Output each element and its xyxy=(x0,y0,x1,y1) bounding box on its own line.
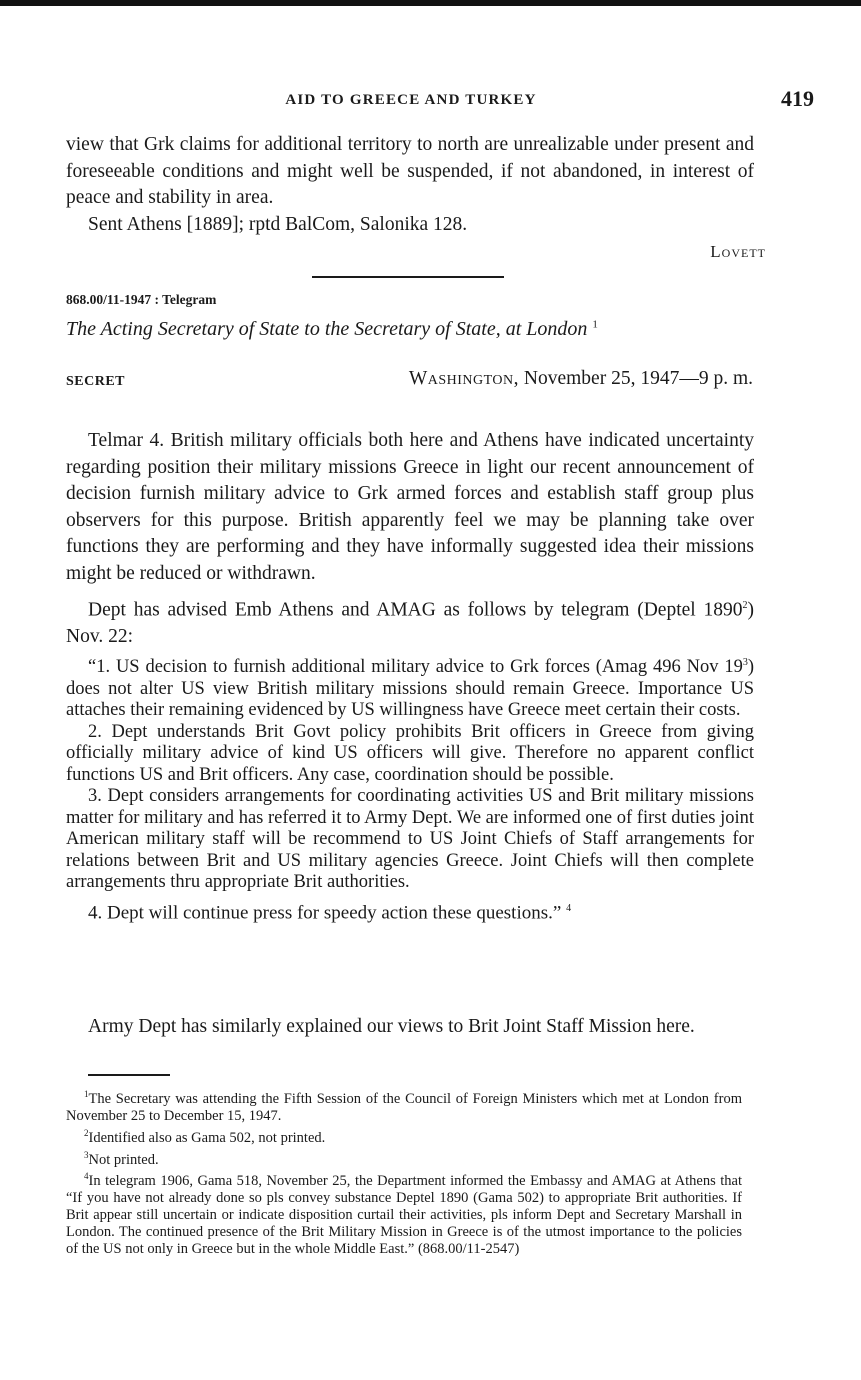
footnote-text: The Secretary was attending the Fifth Session of the Council of Foreign Ministers which met at London from November 25 to December 15, 1947. xyxy=(66,1090,742,1124)
classification-label: SECRET xyxy=(66,374,126,389)
sent-line: Sent Athens [1889]; rptd BalCom, Salonika 128. xyxy=(88,213,468,235)
quote-point-3: 3. Dept considers arrangements for coordinating activities US and Brit military missions matter for military and has referred it to Army Dept. We are informed one of first duties joint American military staff will be recommend to US Joint Chiefs of Staff arrangements for relations between Brit and US military agencies Greece. Joint Chiefs will then complete arrangements thru appropriate Brit authorities. xyxy=(66,786,754,893)
body-paragraph-2-end: ) Nov. 22: xyxy=(66,599,754,647)
footnote-4 xyxy=(66,1168,742,1258)
running-title: AID TO GREECE AND TURKEY xyxy=(285,92,537,108)
body-paragraph-3: Army Dept has similarly explained our views to Brit Joint Staff Mission here. xyxy=(88,1016,695,1037)
quote-point-4-text: 4. Dept will continue press for speedy action these questions.” xyxy=(88,901,562,923)
footnote-ref-1: 1 xyxy=(592,318,598,331)
running-head xyxy=(66,86,814,116)
body-paragraph-2 xyxy=(66,593,754,651)
footnote-mark: 1 xyxy=(84,1089,89,1099)
closing-text xyxy=(66,1014,754,1041)
footnote-ref-2: 2 xyxy=(742,600,748,611)
footnote-1 xyxy=(66,1086,742,1125)
dateline-date: November 25, 1947—9 p. m. xyxy=(523,368,753,389)
quote-point-4 xyxy=(66,898,754,924)
body-paragraph-1: Telmar 4. British military officials both here and Athens have indicated uncertainty regarding position their military missions Greece in light our recent announcement of decision furnish military advice to Grk armed forces and establish staff group plus observers for this purpose. British apparently feel we may be planning take over functions they are performing and they have informally suggested idea their missions might be reduced or withdrawn. xyxy=(66,430,754,584)
body-paragraph-2-text: Dept has advised Emb Athens and AMAG as follows by telegram (Deptel 1890 xyxy=(88,599,743,621)
footnote-3 xyxy=(66,1147,742,1169)
quote-point-1 xyxy=(66,652,754,722)
footnote-2 xyxy=(66,1125,742,1147)
footnote-ref-3: 3 xyxy=(742,657,748,668)
quoted-telegram xyxy=(66,652,754,923)
footnote-text: Identified also as Gama 502, not printed. xyxy=(88,1129,326,1146)
continuation-text xyxy=(66,132,754,238)
continuation-paragraph: view that Grk claims for additional territory to north are unrealizable under present and foreseeable conditions and might well be suspended, if not abandoned, in interest of peace and stability in area. xyxy=(66,134,754,208)
footnote-divider xyxy=(88,1074,170,1076)
section-divider xyxy=(312,276,504,278)
page-number: 419 xyxy=(781,86,814,111)
footnote-text: In telegram 1906, Gama 518, November 25, the Department informed the Embassy and AMAG at Athens that “If you have not already done so pls convey substance Deptel 1890 (Gama 502) to appropriate Brit authorities. If Brit appear still uncertain or indicate disposition curtail their activities, pls inform Dept and Secretary Marshall in London. The continued presence of the Brit Military Mission in Greece is of the utmost importance to the policies of the US not only in Greece but in the whole Middle East.” (868.00/11-2547) xyxy=(66,1173,742,1258)
footnote-text: Not printed. xyxy=(88,1151,159,1168)
dateline-place: Washington, xyxy=(408,368,520,389)
heading-text: The Acting Secretary of State to the Secretary of State, at London xyxy=(66,318,588,340)
footnotes xyxy=(66,1086,742,1258)
telegram-body xyxy=(66,428,754,651)
quote-point-1-end: ) does not alter US view British military missions should remain Greece. Importance US attaches their remaining evidenced by US willingness have Greece meet certain their costs. xyxy=(66,657,754,721)
file-reference: 868.00/11-1947 : Telegram xyxy=(66,292,217,307)
signature: Lovett xyxy=(710,242,766,261)
footnote-mark: 2 xyxy=(84,1127,89,1138)
footnote-mark: 4 xyxy=(84,1171,89,1182)
footnote-ref-4: 4 xyxy=(566,902,572,914)
dateline xyxy=(409,368,753,390)
document-heading xyxy=(66,318,766,341)
quote-point-2: 2. Dept understands Brit Govt policy prohibits Brit officers in Greece from giving officially military advice of kind US officers will give. Therefore no apparent conflict functions US and Brit officers. Any case, coordination should be possible. xyxy=(66,721,754,785)
footnote-mark: 3 xyxy=(84,1149,89,1160)
quote-point-1-text: “1. US decision to furnish additional military advice to Grk forces (Amag 496 Nov 19 xyxy=(88,657,743,678)
